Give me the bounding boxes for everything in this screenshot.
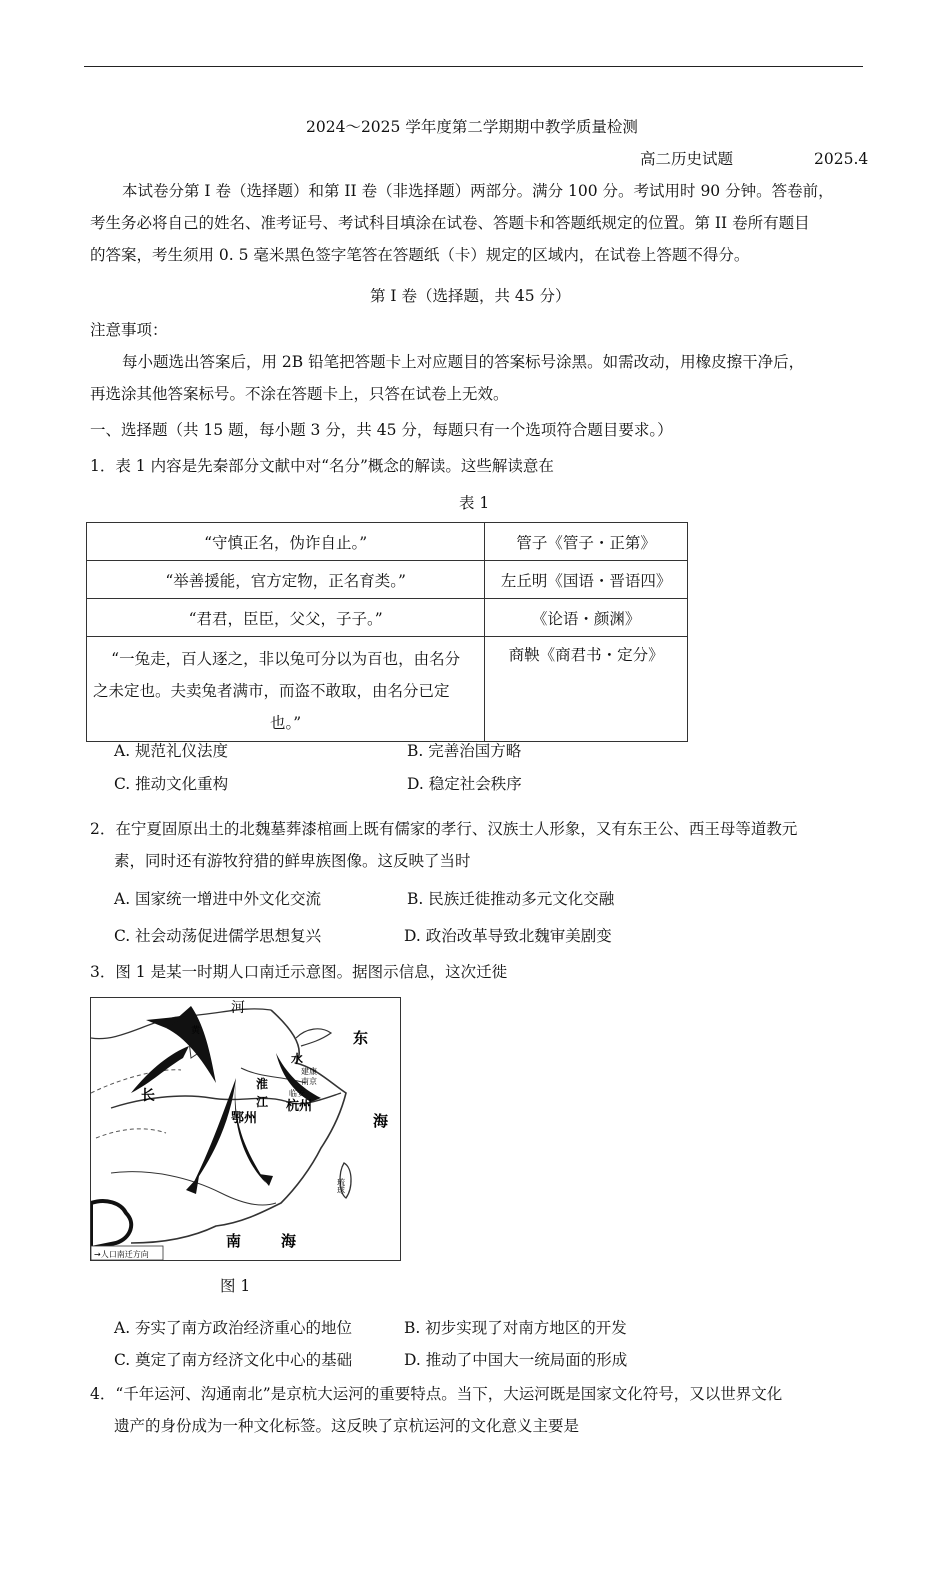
peninsula	[296, 1029, 331, 1046]
intro-line-2: 考生务必将自己的姓名、准考证号、考试科目填涂在试卷、答题卡和答题纸规定的位置。第 II 卷所有题目	[90, 214, 810, 232]
q1-option-d: D. 稳定社会秩序	[407, 775, 522, 793]
q3-stem: 3．图 1 是某一时期人口南迁示意图。据图示信息，这次迁徙	[90, 963, 508, 981]
map-label: 长	[141, 1088, 155, 1104]
quote-line: “一兔走，百人逐之，非以兔可分以为百也，由名分	[111, 650, 461, 668]
notes-line-2: 再选涂其他答案标号。不涂在答题卡上，只答在试卷上无效。	[90, 385, 509, 403]
quote-line: 也。”	[270, 714, 302, 732]
q1-option-c: C. 推动文化重构	[114, 775, 229, 793]
table-source: 管子《管子・正第》	[485, 523, 688, 561]
table-row	[87, 599, 688, 637]
table-row	[87, 523, 688, 561]
figure-caption: 图 1	[220, 1277, 251, 1295]
map-label: 南京	[301, 1077, 317, 1086]
q2-option-d: D. 政治改革导致北魏审美剧变	[404, 927, 612, 945]
q2-option-c: C. 社会动荡促进儒学思想复兴	[114, 927, 322, 945]
table-source: 《论语・颜渊》	[485, 599, 688, 637]
q3-option-c: C. 奠定了南方经济文化中心的基础	[114, 1351, 353, 1369]
map-label: 建康	[301, 1067, 317, 1076]
migration-arrow-head	[259, 1174, 273, 1186]
table-source: 左丘明《国语・晋语四》	[485, 561, 688, 599]
map-label: 杭州	[286, 1099, 313, 1114]
header-rule	[84, 66, 863, 67]
q1-option-a: A. 规范礼仪法度	[114, 742, 229, 760]
map-label: 水	[291, 1052, 304, 1066]
quote-line: 之未定也。夫卖兔者满市，而盗不敢取，由名分已定	[93, 682, 450, 700]
q3-option-d: D. 推动了中国大一统局面的形成	[404, 1351, 628, 1369]
table-quote: “守慎正名，伪诈自止。”	[87, 523, 485, 561]
q1-stem: 1．表 1 内容是先秦部分文献中对“名分”概念的解读。这些解读意在	[90, 457, 554, 475]
migration-arrow	[235, 1077, 269, 1183]
map-label: 东	[353, 1029, 369, 1047]
map-label: 琉球	[336, 1178, 346, 1194]
table-caption: 表 1	[459, 494, 490, 512]
migration-arrow-head	[186, 1176, 199, 1194]
q2-stem-line-2: 素，同时还有游牧狩猎的鲜卑族图像。这反映了当时	[114, 852, 471, 870]
table-row	[87, 637, 688, 742]
q4-stem-line-1: 4．“千年运河、沟通南北”是京杭大运河的重要特点。当下，大运河既是国家文化符号，又以世界文化	[90, 1385, 783, 1403]
q3-option-b: B. 初步实现了对南方地区的开发	[404, 1319, 627, 1337]
q1-option-b: B. 完善治国方略	[407, 742, 522, 760]
boundary-dashed	[91, 1070, 181, 1138]
part1-title: 第 I 卷（选择题，共 45 分）	[370, 287, 571, 305]
table-source: 商鞅《商君书・定分》	[485, 637, 688, 742]
table-row	[87, 561, 688, 599]
q2-stem-line-1: 2．在宁夏固原出土的北魏墓葬漆棺画上既有儒家的孝行、汉族士人形象，又有东王公、西王母等道教元	[90, 820, 798, 838]
map-label: 淮	[256, 1077, 269, 1091]
map-label: 临安	[289, 1089, 305, 1098]
section-heading: 一、选择题（共 15 题，每小题 3 分，共 45 分，每题只有一个选项符合题目要求。）	[90, 421, 673, 439]
table-quote: “举善援能，官方定物，正名育类。”	[87, 561, 485, 599]
intro-line-3: 的答案，考生须用 0. 5 毫米黑色签字笔答在答题纸（卡）规定的区域内，在试卷上答题不得分。	[90, 246, 750, 264]
migration-map	[90, 997, 401, 1261]
q1-table	[86, 522, 688, 742]
notes-line-1: 每小题选出答案后，用 2B 铅笔把答题卡上对应题目的答案标号涂黑。如需改动，用橡皮擦干净后，	[122, 353, 805, 371]
table-quote: “君君，臣臣，父父，子子。”	[87, 599, 485, 637]
migration-arrow	[191, 1078, 236, 1188]
exam-date: 2025.4	[814, 150, 869, 168]
q4-stem-line-2: 遗产的身份成为一种文化标签。这反映了京杭运河的文化意义主要是	[114, 1417, 580, 1435]
map-label: 鄂州	[231, 1111, 258, 1126]
q2-option-b: B. 民族迁徙推动多元文化交融	[407, 890, 615, 908]
intro-line-1: 本试卷分第 I 卷（选择题）和第 II 卷（非选择题）两部分。满分 100 分。考试用时 90 分钟。答卷前，	[122, 182, 834, 200]
q3-option-a: A. 夯实了南方政治经济重心的地位	[114, 1319, 353, 1337]
map-label: 海	[281, 1232, 297, 1250]
map-label: 南	[226, 1232, 242, 1250]
map-label: 江	[256, 1095, 269, 1109]
table-quote	[87, 637, 485, 742]
notes-label: 注意事项：	[90, 321, 168, 339]
coast-detail	[91, 1201, 131, 1248]
map-legend: →人口南迁方向	[94, 1250, 149, 1259]
exam-title: 2024～2025 学年度第二学期期中教学质量检测	[306, 118, 638, 136]
q2-option-a: A. 国家统一增进中外文化交流	[114, 890, 322, 908]
map-label: 黄	[191, 1026, 201, 1036]
map-label: 河	[231, 1000, 245, 1016]
map-label: 海	[373, 1112, 389, 1130]
exam-subject: 高二历史试题	[640, 150, 734, 168]
